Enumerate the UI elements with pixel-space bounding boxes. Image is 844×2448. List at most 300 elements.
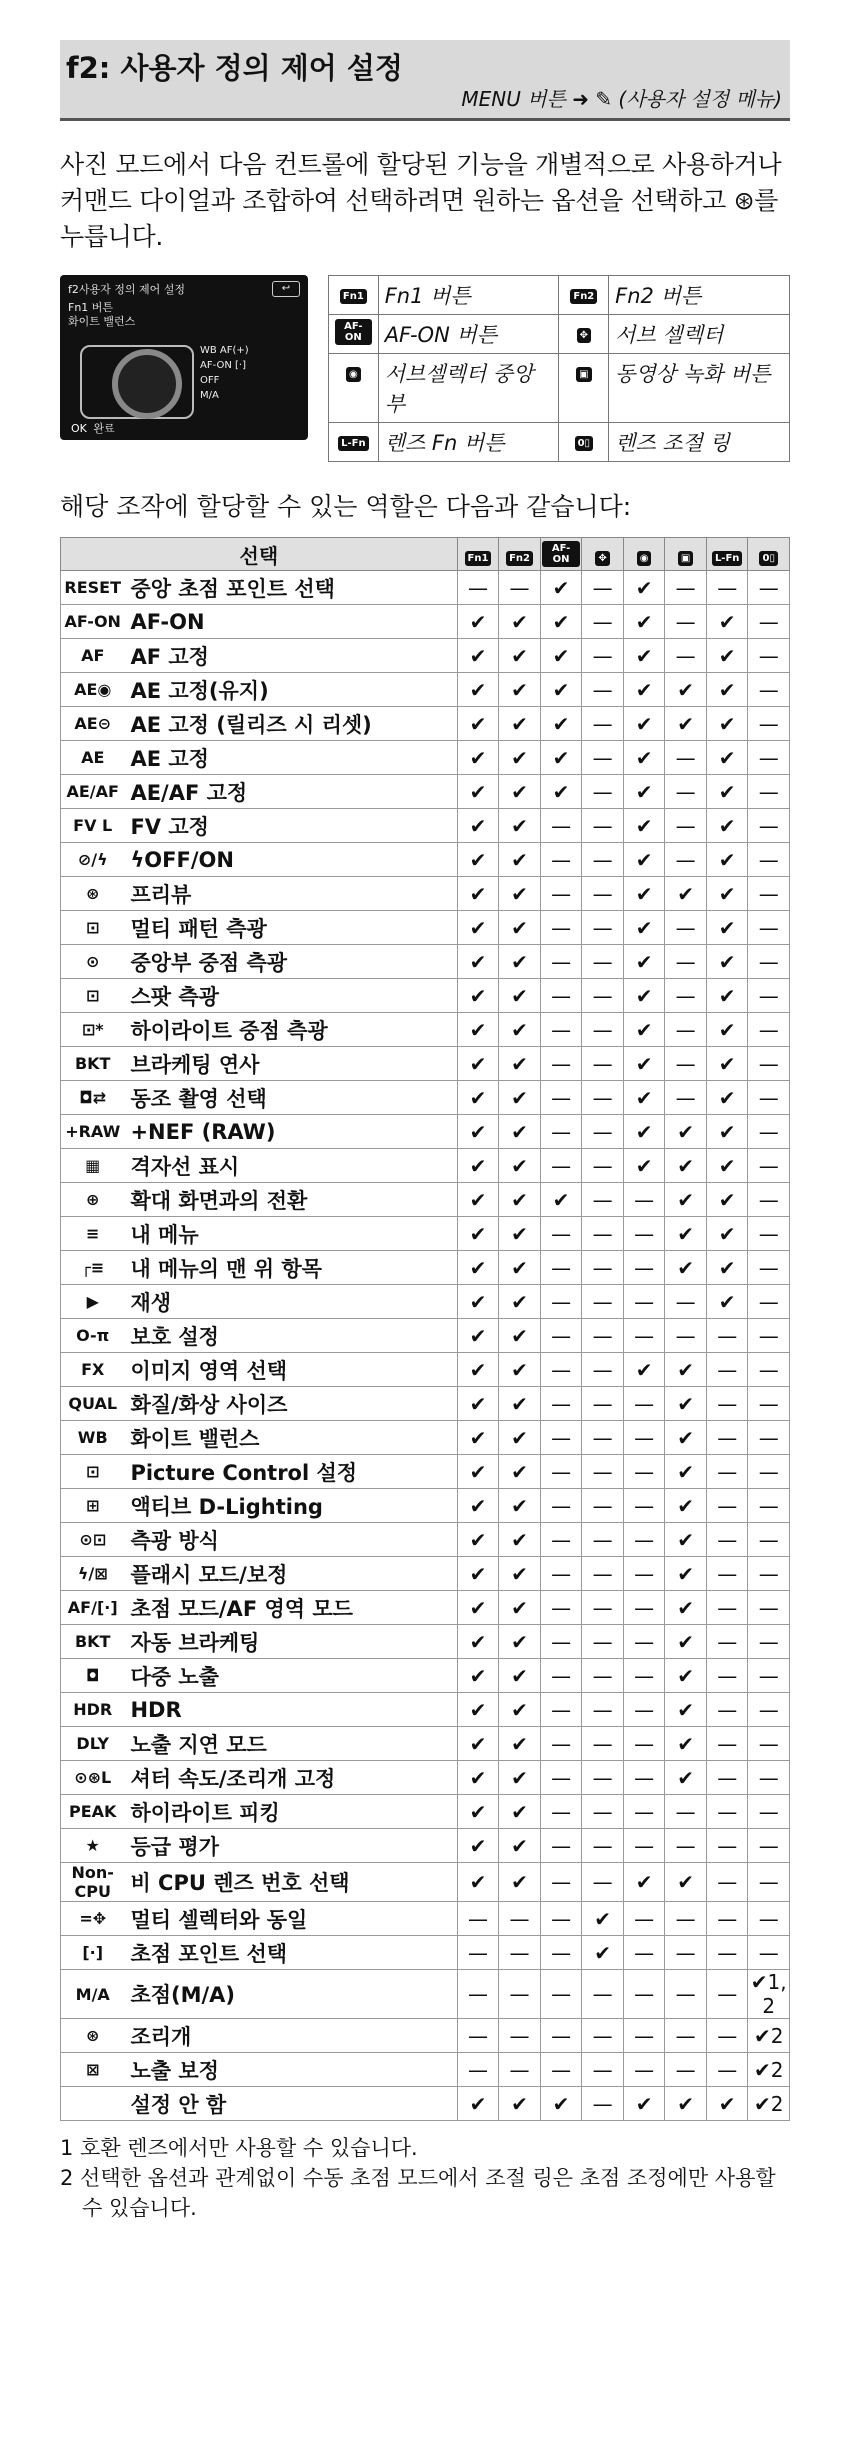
option-icon: ◘⇄: [61, 1081, 125, 1115]
availability-cell: ✔: [457, 1013, 499, 1047]
availability-cell: ✔: [706, 741, 748, 775]
availability-cell: —: [665, 945, 707, 979]
availability-cell: —: [582, 775, 624, 809]
option-icon: WB: [61, 1421, 125, 1455]
availability-cell: —: [582, 1761, 624, 1795]
availability-cell: —: [582, 1047, 624, 1081]
availability-cell: ✔: [623, 605, 665, 639]
option-icon: ⊙⊛L: [61, 1761, 125, 1795]
screen-line3: 화이트 밸런스: [68, 315, 136, 328]
back-icon: ↩: [272, 281, 300, 297]
option-name: 스팟 측광: [124, 979, 457, 1013]
availability-cell: —: [457, 1936, 499, 1970]
table-row: [61, 877, 790, 911]
table-row: [61, 673, 790, 707]
availability-cell: —: [748, 945, 790, 979]
availability-cell: —: [540, 1285, 582, 1319]
availability-cell: —: [748, 809, 790, 843]
availability-cell: ✔: [623, 877, 665, 911]
option-icon: ▦: [61, 1149, 125, 1183]
availability-cell: ✔: [623, 1047, 665, 1081]
availability-cell: ✔: [457, 1183, 499, 1217]
availability-cell: —: [706, 1727, 748, 1761]
availability-cell: ✔: [623, 809, 665, 843]
availability-cell: —: [706, 1693, 748, 1727]
control-label: Fn1 버튼: [378, 276, 559, 315]
availability-cell: ✔: [540, 2087, 582, 2121]
availability-cell: ✔: [457, 775, 499, 809]
availability-cell: —: [540, 1761, 582, 1795]
table-row: [61, 1829, 790, 1863]
availability-cell: ✔: [623, 707, 665, 741]
availability-cell: —: [582, 1829, 624, 1863]
availability-cell: —: [623, 1455, 665, 1489]
availability-cell: —: [706, 1557, 748, 1591]
availability-cell: —: [706, 1591, 748, 1625]
availability-cell: —: [748, 911, 790, 945]
option-icon: AE⊝: [61, 707, 125, 741]
availability-cell: —: [540, 1387, 582, 1421]
option-icon: ⊡: [61, 1455, 125, 1489]
availability-cell: —: [623, 1217, 665, 1251]
table-row: [61, 1319, 790, 1353]
control-badge: ▣: [678, 551, 693, 566]
availability-cell: —: [582, 945, 624, 979]
availability-cell: ✔: [706, 2087, 748, 2121]
availability-cell: ✔: [706, 1285, 748, 1319]
availability-cell: ✔: [457, 1795, 499, 1829]
availability-cell: —: [540, 1795, 582, 1829]
availability-cell: ✔: [499, 979, 541, 1013]
option-name: 노출 보정: [124, 2053, 457, 2087]
control-badge: ◉: [637, 551, 652, 566]
availability-cell: —: [623, 1659, 665, 1693]
table-row: [61, 639, 790, 673]
option-name: 멀티 셀렉터와 동일: [124, 1902, 457, 1936]
availability-cell: ✔: [540, 673, 582, 707]
availability-cell: ✔: [499, 1421, 541, 1455]
availability-cell: —: [748, 707, 790, 741]
table-row: [61, 1387, 790, 1421]
availability-cell: ✔: [706, 1183, 748, 1217]
availability-cell: ✔: [499, 1727, 541, 1761]
availability-cell: ✔: [540, 571, 582, 605]
availability-cell: —: [582, 707, 624, 741]
availability-cell: —: [623, 1902, 665, 1936]
availability-cell: ✔: [499, 1353, 541, 1387]
availability-cell: —: [540, 1727, 582, 1761]
availability-cell: ✔: [665, 1489, 707, 1523]
availability-cell: —: [748, 1489, 790, 1523]
availability-cell: —: [623, 1557, 665, 1591]
availability-cell: —: [706, 1970, 748, 2019]
availability-cell: ✔: [457, 2087, 499, 2121]
availability-cell: —: [665, 1319, 707, 1353]
availability-cell: —: [623, 1319, 665, 1353]
col-header-control: [748, 538, 790, 571]
availability-cell: —: [706, 1319, 748, 1353]
availability-cell: ✔: [582, 1902, 624, 1936]
control-legend-table: [328, 275, 790, 462]
control-icon: [559, 423, 609, 462]
availability-cell: ✔: [623, 673, 665, 707]
availability-cell: —: [748, 1625, 790, 1659]
control-legend-row: [329, 423, 790, 462]
availability-cell: —: [748, 605, 790, 639]
option-icon: FX: [61, 1353, 125, 1387]
availability-cell: —: [748, 775, 790, 809]
availability-cell: ✔: [665, 1353, 707, 1387]
option-icon: O-π: [61, 1319, 125, 1353]
control-badge: 0▯: [759, 551, 777, 566]
control-label: Fn2 버튼: [609, 276, 790, 315]
option-name: 내 메뉴의 맨 위 항목: [124, 1251, 457, 1285]
availability-cell: —: [748, 877, 790, 911]
availability-cell: ✔: [665, 1761, 707, 1795]
option-icon: AE◉: [61, 673, 125, 707]
control-icon: [559, 276, 609, 315]
availability-cell: —: [540, 979, 582, 1013]
screen-line2: Fn1 버튼: [68, 301, 114, 314]
availability-cell: ✔: [623, 571, 665, 605]
control-icon: [329, 354, 379, 423]
availability-cell: —: [582, 1421, 624, 1455]
availability-cell: ✔: [499, 1659, 541, 1693]
availability-cell: ✔: [706, 809, 748, 843]
availability-cell: ✔: [623, 639, 665, 673]
table-row: [61, 1489, 790, 1523]
table-row: [61, 1727, 790, 1761]
availability-cell: —: [623, 1523, 665, 1557]
table-row: [61, 1863, 790, 1902]
availability-cell: —: [748, 1727, 790, 1761]
availability-cell: —: [665, 843, 707, 877]
availability-cell: —: [748, 1421, 790, 1455]
roles-intro: 해당 조작에 할당할 수 있는 역할은 다음과 같습니다:: [60, 492, 632, 521]
page-title: f2: 사용자 정의 제어 설정: [66, 51, 403, 85]
table-row: [61, 1183, 790, 1217]
availability-cell: —: [540, 809, 582, 843]
availability-cell: —: [582, 1319, 624, 1353]
availability-cell: ✔: [457, 945, 499, 979]
availability-cell: —: [706, 1353, 748, 1387]
availability-cell: —: [748, 1591, 790, 1625]
option-icon: ϟ/⊠: [61, 1557, 125, 1591]
availability-cell: ✔: [457, 707, 499, 741]
table-row: [61, 605, 790, 639]
screen-footer: [68, 420, 115, 436]
option-icon: ★: [61, 1829, 125, 1863]
availability-cell: ✔: [706, 1217, 748, 1251]
availability-cell: —: [665, 1970, 707, 2019]
option-icon: FV L: [61, 809, 125, 843]
availability-cell: ✔: [665, 1693, 707, 1727]
option-name: 화이트 밸런스: [124, 1421, 457, 1455]
intro-paragraph: 사진 모드에서 다음 컨트롤에 할당된 기능을 개별적으로 사용하거나 커맨드 다이얼과 조합하여 선택하려면 원하는 옵션을 선택하고 ⊛를 누릅니다.: [60, 150, 782, 251]
availability-cell: —: [748, 843, 790, 877]
availability-cell: —: [748, 1659, 790, 1693]
option-icon: PEAK: [61, 1795, 125, 1829]
availability-cell: —: [582, 1591, 624, 1625]
option-icon: ⊙⊡: [61, 1523, 125, 1557]
availability-cell: —: [540, 877, 582, 911]
availability-cell: —: [582, 1727, 624, 1761]
availability-cell: ✔: [499, 877, 541, 911]
control-badge: Fn1: [465, 551, 492, 566]
availability-cell: ✔: [623, 1081, 665, 1115]
option-icon: ⊕: [61, 1183, 125, 1217]
availability-cell: —: [706, 2019, 748, 2053]
availability-cell: —: [748, 1251, 790, 1285]
availability-cell: —: [582, 741, 624, 775]
availability-cell: ✔: [499, 1013, 541, 1047]
option-name: 중앙 초점 포인트 선택: [124, 571, 457, 605]
availability-cell: —: [582, 639, 624, 673]
option-name: 초점 모드/AF 영역 모드: [124, 1591, 457, 1625]
availability-cell: —: [499, 1970, 541, 2019]
availability-cell: ✔: [499, 741, 541, 775]
control-badge: ▣: [576, 367, 591, 382]
table-row: [61, 809, 790, 843]
availability-cell: ✔: [499, 911, 541, 945]
option-icon: [·]: [61, 1936, 125, 1970]
availability-cell: ✔: [499, 1489, 541, 1523]
control-badge: Fn1: [340, 289, 367, 304]
availability-cell: ✔: [499, 1863, 541, 1902]
availability-cell: ✔: [665, 1455, 707, 1489]
availability-cell: ✔: [499, 707, 541, 741]
availability-cell: ✔: [457, 639, 499, 673]
availability-cell: —: [582, 1013, 624, 1047]
availability-cell: ✔: [457, 1829, 499, 1863]
availability-cell: ✔: [665, 1863, 707, 1902]
availability-cell: —: [706, 1829, 748, 1863]
availability-cell: —: [748, 1013, 790, 1047]
availability-cell: ✔: [457, 1727, 499, 1761]
control-badge: ✥: [577, 328, 591, 343]
availability-cell: —: [540, 2053, 582, 2087]
availability-cell: ✔2: [748, 2087, 790, 2121]
option-name: 등급 평가: [124, 1829, 457, 1863]
option-name: 동조 촬영 선택: [124, 1081, 457, 1115]
availability-cell: ✔: [457, 1659, 499, 1693]
availability-cell: ✔: [665, 1387, 707, 1421]
availability-cell: ✔: [706, 1047, 748, 1081]
availability-cell: —: [706, 1625, 748, 1659]
availability-cell: —: [748, 673, 790, 707]
availability-cell: ✔: [706, 945, 748, 979]
screen-grid-row: M/A: [200, 390, 219, 401]
screen-grid: [200, 343, 300, 403]
option-name: 초점(M/A): [124, 1970, 457, 2019]
controls-area: [60, 275, 790, 475]
option-name: 브라케팅 연사: [124, 1047, 457, 1081]
option-icon: AF: [61, 639, 125, 673]
availability-cell: ✔: [499, 1387, 541, 1421]
availability-cell: ✔: [499, 1693, 541, 1727]
availability-cell: ✔: [623, 775, 665, 809]
control-badge: AF-ON: [335, 319, 372, 345]
availability-cell: —: [748, 1902, 790, 1936]
availability-cell: ✔: [540, 605, 582, 639]
availability-cell: —: [582, 1659, 624, 1693]
availability-cell: —: [706, 2053, 748, 2087]
availability-cell: —: [748, 1047, 790, 1081]
availability-cell: ✔: [706, 605, 748, 639]
control-icon: [329, 423, 379, 462]
availability-cell: ✔: [665, 2087, 707, 2121]
table-row: [61, 1591, 790, 1625]
screen-grid-row: AF-ON [·]: [200, 360, 246, 371]
availability-cell: ✔: [457, 1115, 499, 1149]
option-name: 설정 안 함: [124, 2087, 457, 2121]
option-name: 하이라이트 중점 측광: [124, 1013, 457, 1047]
availability-cell: —: [582, 673, 624, 707]
availability-cell: ✔: [665, 1557, 707, 1591]
availability-cell: ✔: [457, 1489, 499, 1523]
availability-cell: —: [623, 1285, 665, 1319]
option-name: ϟOFF/ON: [124, 843, 457, 877]
col-header-control: [582, 538, 624, 571]
availability-cell: —: [665, 1795, 707, 1829]
availability-cell: —: [623, 1591, 665, 1625]
control-badge: ◉: [346, 367, 361, 382]
availability-cell: —: [582, 911, 624, 945]
availability-cell: ✔: [706, 911, 748, 945]
availability-cell: —: [748, 1081, 790, 1115]
table-row: [61, 1625, 790, 1659]
availability-cell: —: [582, 1693, 624, 1727]
availability-cell: —: [457, 1902, 499, 1936]
option-icon: ⊘/ϟ: [61, 843, 125, 877]
availability-cell: —: [748, 1693, 790, 1727]
availability-cell: —: [540, 1081, 582, 1115]
option-icon: ◘: [61, 1659, 125, 1693]
option-name: AE 고정: [124, 741, 457, 775]
availability-cell: —: [540, 1936, 582, 1970]
option-name: 비 CPU 렌즈 번호 선택: [124, 1863, 457, 1902]
option-icon: DLY: [61, 1727, 125, 1761]
availability-cell: —: [540, 1353, 582, 1387]
availability-cell: —: [748, 639, 790, 673]
availability-cell: —: [623, 1795, 665, 1829]
availability-cell: ✔: [499, 1183, 541, 1217]
screen-footer-text: 완료: [93, 422, 115, 435]
availability-cell: ✔: [457, 1217, 499, 1251]
availability-cell: ✔: [457, 673, 499, 707]
availability-cell: ✔: [499, 1047, 541, 1081]
footnote-1: 1 호환 렌즈에서만 사용할 수 있습니다.: [60, 2136, 418, 2160]
availability-cell: ✔: [457, 1149, 499, 1183]
availability-cell: —: [665, 1081, 707, 1115]
option-name: 자동 브라케팅: [124, 1625, 457, 1659]
availability-cell: ✔: [706, 1081, 748, 1115]
availability-cell: ✔: [706, 979, 748, 1013]
availability-cell: ✔: [457, 1863, 499, 1902]
availability-cell: ✔: [457, 1455, 499, 1489]
table-row: [61, 2053, 790, 2087]
availability-cell: —: [706, 1489, 748, 1523]
table-row: [61, 1217, 790, 1251]
availability-cell: —: [706, 1659, 748, 1693]
availability-cell: —: [540, 2019, 582, 2053]
option-name: 조리개: [124, 2019, 457, 2053]
control-badge: Fn2: [506, 551, 533, 566]
table-row: [61, 1013, 790, 1047]
option-icon: ⊞: [61, 1489, 125, 1523]
availability-cell: ✔: [582, 1936, 624, 1970]
availability-cell: ✔: [457, 1081, 499, 1115]
availability-cell: —: [540, 1251, 582, 1285]
availability-cell: —: [748, 1795, 790, 1829]
availability-cell: —: [665, 1902, 707, 1936]
option-icon: BKT: [61, 1047, 125, 1081]
table-row: [61, 843, 790, 877]
roles-table: [60, 537, 790, 2121]
availability-cell: ✔: [540, 707, 582, 741]
availability-cell: —: [665, 2053, 707, 2087]
control-legend-row: [329, 354, 790, 423]
screen-title: f2사용자 정의 제어 설정: [68, 283, 185, 296]
table-row: [61, 1795, 790, 1829]
availability-cell: ✔: [499, 673, 541, 707]
control-label: AF-ON 버튼: [378, 315, 559, 354]
availability-cell: ✔: [706, 1149, 748, 1183]
availability-cell: ✔1, 2: [748, 1970, 790, 2019]
availability-cell: —: [499, 571, 541, 605]
availability-cell: —: [748, 979, 790, 1013]
availability-cell: —: [623, 1489, 665, 1523]
availability-cell: ✔: [499, 843, 541, 877]
control-icon: [559, 315, 609, 354]
availability-cell: —: [499, 2053, 541, 2087]
availability-cell: ✔: [706, 775, 748, 809]
availability-cell: ✔: [665, 877, 707, 911]
col-header-control: [540, 538, 582, 571]
availability-cell: —: [582, 1455, 624, 1489]
table-row: [61, 2087, 790, 2121]
availability-cell: —: [540, 1455, 582, 1489]
availability-cell: —: [582, 1523, 624, 1557]
availability-cell: —: [540, 1319, 582, 1353]
availability-cell: ✔: [623, 1353, 665, 1387]
availability-cell: —: [748, 1217, 790, 1251]
availability-cell: —: [623, 1727, 665, 1761]
option-name: 프리뷰: [124, 877, 457, 911]
option-icon: ⊡: [61, 911, 125, 945]
option-icon: BKT: [61, 1625, 125, 1659]
camera-menu-screenshot: [60, 275, 308, 440]
option-icon: RESET: [61, 571, 125, 605]
table-row: [61, 1081, 790, 1115]
option-name: 셔터 속도/조리개 고정: [124, 1761, 457, 1795]
page: [60, 40, 790, 2223]
footnote-2: 2 선택한 옵션과 관계없이 수동 초점 모드에서 조절 링은 초점 조정에만 사용할 수 있습니다.: [60, 2166, 776, 2220]
availability-cell: ✔: [499, 2087, 541, 2121]
lens-icon: [112, 349, 182, 419]
option-icon: ≡: [61, 1217, 125, 1251]
control-icon: [329, 276, 379, 315]
availability-cell: ✔: [457, 809, 499, 843]
availability-cell: —: [540, 1659, 582, 1693]
availability-cell: ✔: [623, 945, 665, 979]
availability-cell: —: [706, 1523, 748, 1557]
control-badge: ✥: [595, 551, 609, 566]
availability-cell: ✔: [665, 1421, 707, 1455]
availability-cell: ✔: [499, 1591, 541, 1625]
availability-cell: —: [540, 1625, 582, 1659]
availability-cell: —: [582, 1625, 624, 1659]
